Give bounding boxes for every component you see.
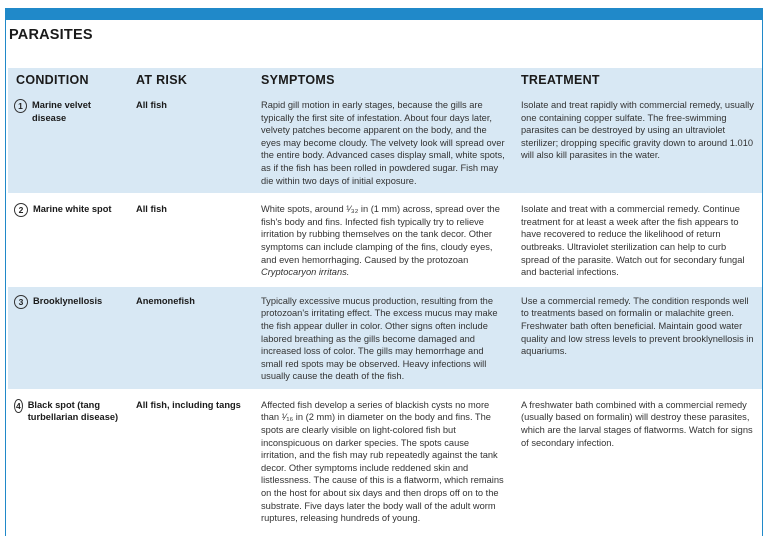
at-risk-cell: All fish, including tangs	[128, 390, 253, 531]
species-name: Cryptocaryon irritans.	[261, 267, 350, 278]
at-risk-cell: All fish	[128, 194, 253, 286]
condition-cell	[8, 194, 128, 286]
circled-number: 2	[14, 203, 28, 217]
table-row	[8, 194, 762, 286]
condition-cell	[8, 390, 128, 531]
circled-number: 4	[15, 400, 21, 411]
condition-name: Brooklynellosis	[33, 295, 103, 306]
treatment-cell: Isolate and treat rapidly with commercial remedy, usually one containing copper sulfate. The free-swimming parasites can be destroyed by using an ultraviolet sterilizer; dropping specific gravity down to around 1.010 will also kill parasites in the water.	[513, 91, 762, 194]
header-treatment: TREATMENT	[513, 68, 762, 91]
condition-name: Marine white spot	[33, 204, 112, 215]
table-row	[8, 91, 762, 194]
treatment-cell: A freshwater bath combined with a commercial remedy (usually based on formalin) will destroy these parasites, which are the larval stages of flatworms. Watch for signs of secondary infection.	[513, 390, 762, 531]
condition-name: Marine velvet disease	[32, 100, 91, 123]
table-row	[8, 390, 762, 531]
header-at-risk: AT RISK	[128, 68, 253, 91]
header-symptoms: SYMPTOMS	[253, 68, 513, 91]
symptoms-cell: Rapid gill motion in early stages, because the gills are typically the first site of infestation. About four days later, velvety patches become apparent on the body, and the eyes may become cloudy. The velvety look will spread over the entire body. Advanced cases display small, white spots, as if the fish has been rolled in powdered sugar. Fish may die within two days of initial exposure.	[253, 91, 513, 194]
parasites-table	[8, 68, 762, 531]
symptoms-cell: Typically excessive mucus production, resulting from the protozoan's irritating effect. The excess mucus may make the fish appear duller in color. Other signs often include labored breathing as the gills become damaged and increased loss of color. The gills may hemorrhage and small red spots may be observed. Heavy infections will usually cause the death of the fish.	[253, 286, 513, 390]
treatment-cell: Isolate and treat with a commercial remedy. Continue treatment for at least a week after the fish appears to have recovered to reduce the likelihood of return outbreaks. Ultraviolet sterilization can help to curb spread of the parasite. Watch out for secondary fungal and bacterial infections.	[513, 194, 762, 286]
symptoms-cell: Affected fish develop a series of blackish cysts no more than ¹⁄₁₆ in (2 mm) in diameter on the body and fins. The spots are clearly visible on light-colored fish but inconspicuous on darker species. The spots cause irritation, and the fish may rub repeatedly against the tank decor. Other symptoms include reddened skin and listlessness. The cause of this is a flatworm, which remains on the host for about six days and then drops off on to the substrate. Five days later the body wall of the adult worm ruptures, releasing hundreds of young.	[253, 390, 513, 531]
symptoms-cell	[253, 194, 513, 286]
header-row	[8, 68, 762, 91]
header-condition: CONDITION	[8, 68, 128, 91]
at-risk-cell: All fish	[128, 91, 253, 194]
treatment-cell: Use a commercial remedy. The condition responds well to treatments based on formalin or malachite green. Freshwater bath often beneficial. Maintain good water quality and low stress levels to prevent brooklynellosis in aquariums.	[513, 286, 762, 390]
circled-number: 3	[14, 295, 28, 309]
at-risk-cell: Anemonefish	[128, 286, 253, 390]
section-title: PARASITES	[9, 27, 93, 43]
table-row	[8, 286, 762, 390]
circled-number: 1	[14, 99, 27, 113]
condition-name: Black spot (tang turbellarian disease)	[27, 399, 119, 423]
condition-cell	[8, 91, 128, 194]
symptoms-text: White spots, around ¹⁄₃₂ in (1 mm) across, spread over the fish's body and fins. Infected fish typically try to relieve irritation by rubbing themselves on the tank decor. Other symptoms can include clamping of the fins, cloudy eyes, and even hemorrhaging. Caused by the protozoan	[261, 204, 500, 265]
condition-cell	[8, 286, 128, 390]
